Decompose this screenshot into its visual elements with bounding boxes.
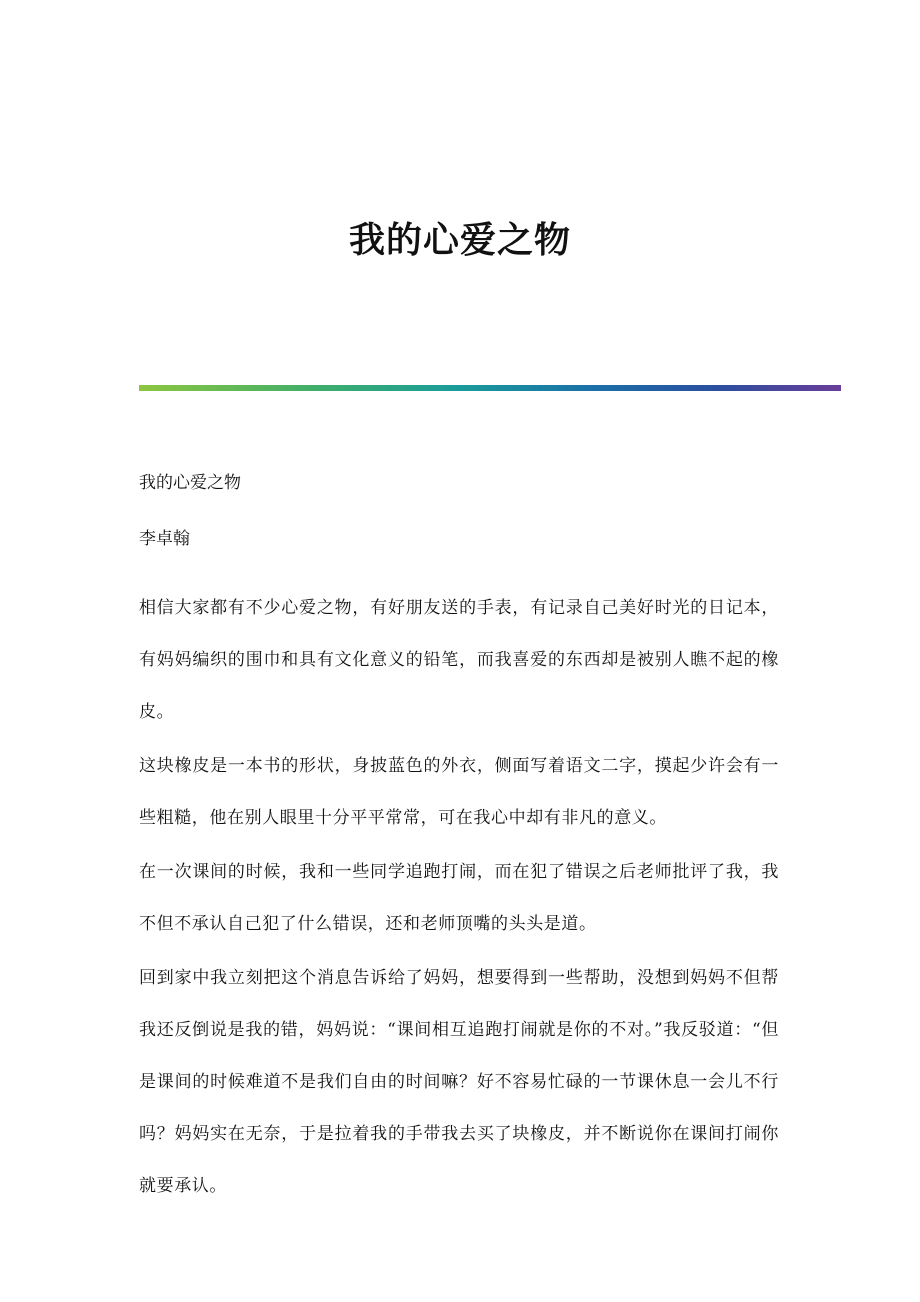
paragraph: 回到家中我立刻把这个消息告诉给了妈妈，想要得到一些帮助，没想到妈妈不但帮我还反倒说是我的错，妈妈说：“课间相互追跑打闹就是你的不对。”我反驳道：“但是课间的时候难道不是我们自由的时间嘛？好不容易忙碌的一节课休息一会儿不行吗？妈妈实在无奈，于是拉着我的手带我去买了块橡皮，并不断说你在课间打闹你就要承认。 [139, 968, 779, 1196]
document-subtitle: 我的心爱之物 [139, 473, 241, 493]
document-title: 我的心爱之物 [348, 219, 571, 261]
document-body [139, 470, 779, 1212]
document-author: 李卓翰 [139, 529, 190, 549]
gradient-divider [139, 385, 841, 391]
paragraph: 在一次课间的时候，我和一些同学追跑打闹，而在犯了错误之后老师批评了我，我不但不承认自己犯了什么错误，还和老师顶嘴的头头是道。 [139, 862, 779, 934]
paragraph: 相信大家都有不少心爱之物，有好朋友送的手表，有记录自己美好时光的日记本，有妈妈编织的围巾和具有文化意义的铅笔，而我喜爱的东西却是被别人瞧不起的橡皮。 [139, 598, 779, 722]
paragraph: 这块橡皮是一本书的形状，身披蓝色的外衣，侧面写着语文二字，摸起少许会有一些粗糙，他在别人眼里十分平平常常，可在我心中却有非凡的意义。 [139, 756, 779, 828]
